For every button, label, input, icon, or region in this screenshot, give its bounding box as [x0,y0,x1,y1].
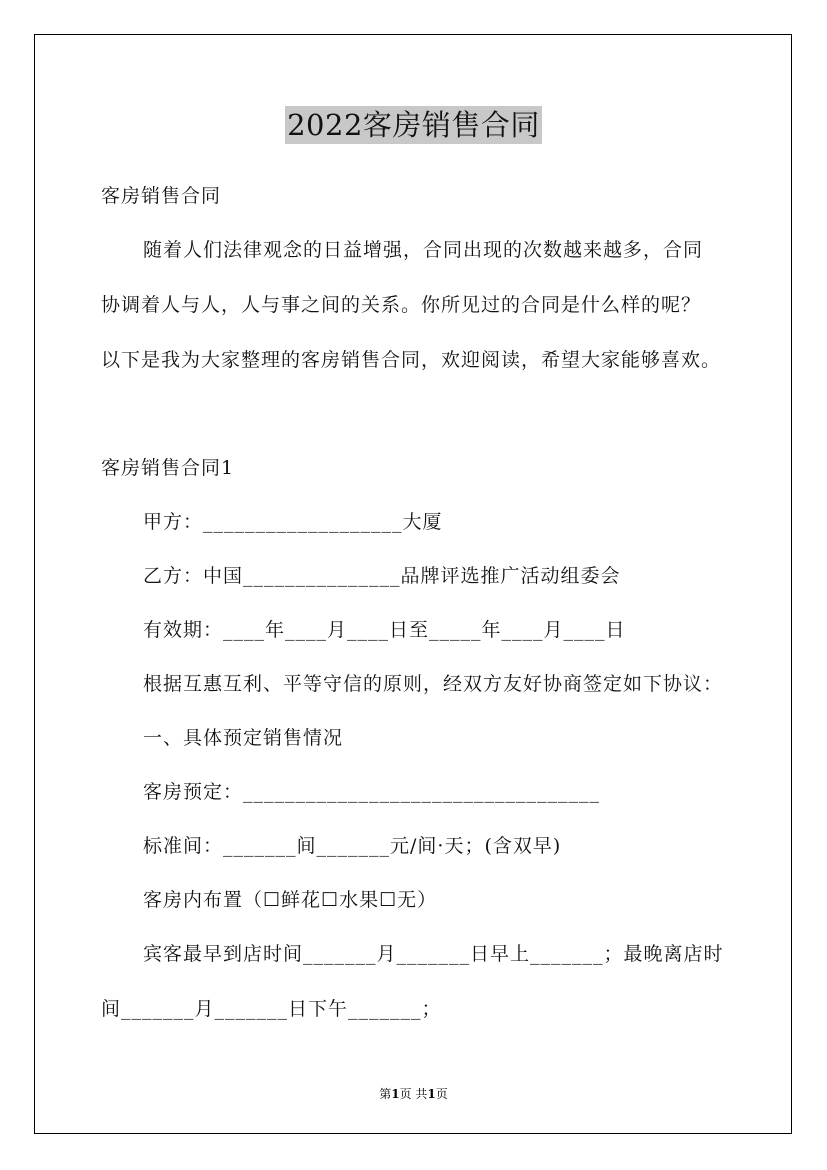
party-a-line: 甲方：___________________大厦 [143,511,443,533]
section-title: 客房销售合同1 [101,457,235,479]
arrival-line-1: 宾客最早到店时间_______月_______日早上_______；最晚离店时 [143,943,724,965]
page-prefix: 第 [379,1087,392,1101]
document-heading: 客房销售合同 [101,185,222,207]
clause-1-title: 一、具体预定销售情况 [143,727,344,749]
agreement-line: 根据互惠互利、平等守信的原则，经双方友好协商签定如下协议： [143,673,724,695]
intro-line-3: 以下是我为大家整理的客房销售合同，欢迎阅读，希望大家能够喜欢。 [101,349,722,371]
standard-room-line: 标准间：_______间_______元/间·天；(含双早) [143,835,562,857]
page-footer [0,1085,827,1102]
room-layout-line: 客房内布置（☐鲜花☐水果☐无） [143,889,438,911]
document-title: 2022客房销售合同 [287,108,540,142]
room-booking-line: 客房预定：__________________________________ [143,781,601,803]
intro-line-2: 协调着人与人，人与事之间的关系。你所见过的合同是什么样的呢？ [101,294,702,316]
arrival-line-2: 间_______月_______日下午_______； [101,998,442,1020]
intro-line-1: 随着人们法律观念的日益增强，合同出现的次数越来越多，合同 [143,239,704,261]
document-title-wrap [0,103,827,144]
page-total: 1 [427,1087,436,1101]
page-suffix: 页 [435,1087,448,1101]
party-b-line: 乙方：中国_______________品牌评选推广活动组委会 [143,565,621,587]
page-number: 1 [391,1087,400,1101]
page-mid: 页 共 [399,1087,428,1101]
validity-line: 有效期：____年____月____日至_____年____月____日 [143,619,626,641]
